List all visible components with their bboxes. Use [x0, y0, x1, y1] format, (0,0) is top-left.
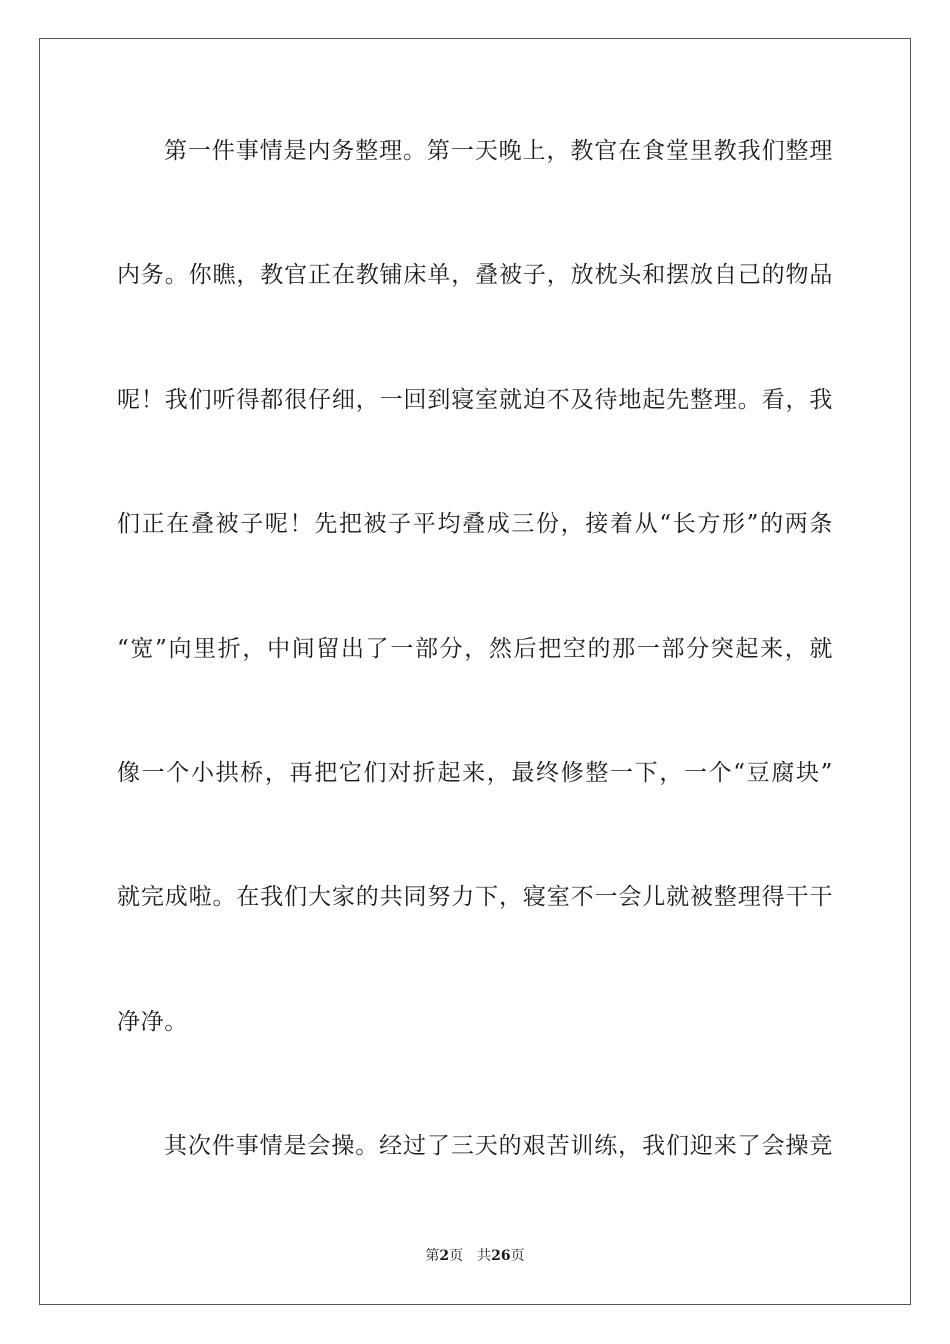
page-total: 26: [491, 1248, 511, 1264]
paragraph-line: 净净。: [117, 1009, 188, 1035]
page-border: [39, 38, 911, 1305]
page-footer: [0, 1246, 950, 1266]
paragraph-line: 第一件事情是内务整理。第一天晚上，教官在食堂里教我们整理: [164, 138, 833, 164]
paragraph-line: 像一个小拱桥，再把它们对折起来，最终修整一下，一个“豆腐块”: [117, 760, 833, 786]
paragraph-line: 内务。你瞧，教官正在教铺床单，叠被子，放枕头和摆放自己的物品: [117, 262, 833, 288]
paragraph-line: 其次件事情是会操。经过了三天的艰苦训练，我们迎来了会操竞: [164, 1133, 833, 1159]
total-suffix: 页: [510, 1248, 525, 1264]
page-suffix: 页: [449, 1248, 464, 1264]
total-prefix: 共: [477, 1248, 492, 1264]
page-prefix: 第: [425, 1248, 440, 1264]
paragraph-line: 就完成啦。在我们大家的共同努力下，寝室不一会儿就被整理得干干: [117, 884, 833, 910]
paragraph-line: 呢！我们听得都很仔细，一回到寝室就迫不及待地起先整理。看，我: [117, 387, 833, 413]
paragraph-line: “宽”向里折，中间留出了一部分，然后把空的那一部分突起来，就: [117, 636, 833, 662]
page-current: 2: [439, 1248, 450, 1264]
paragraph-line: 们正在叠被子呢！先把被子平均叠成三份，接着从“长方形”的两条: [117, 511, 833, 537]
